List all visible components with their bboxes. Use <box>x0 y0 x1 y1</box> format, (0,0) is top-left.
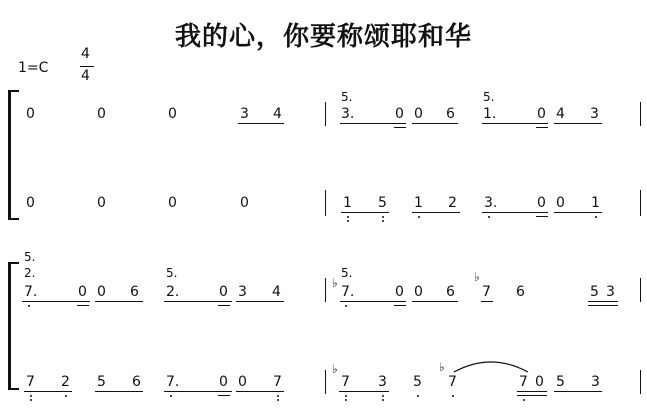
low-octave-dot <box>382 395 384 397</box>
low-octave-dot <box>488 216 490 218</box>
beam <box>412 301 458 302</box>
low-octave-dot <box>417 395 419 397</box>
beam <box>236 301 284 302</box>
note: 0 <box>219 374 228 390</box>
barline <box>325 370 326 394</box>
note: 3 <box>238 284 247 300</box>
bracket-top <box>11 90 19 92</box>
note: 0 <box>97 284 106 300</box>
beam <box>339 391 389 392</box>
beam <box>77 305 89 306</box>
low-octave-dot <box>65 395 67 397</box>
note: 0 <box>537 106 546 122</box>
beam <box>341 212 389 213</box>
beam <box>164 391 232 392</box>
note: 3 <box>240 106 249 122</box>
note: 4 <box>556 106 565 122</box>
barline <box>325 278 326 302</box>
beam <box>554 123 602 124</box>
low-octave-dot <box>28 305 30 307</box>
beam <box>394 127 406 128</box>
note: 1 <box>414 195 423 211</box>
note: 0 <box>26 195 35 211</box>
beam <box>517 395 547 396</box>
note: 3 <box>590 106 599 122</box>
note: 0 <box>395 106 404 122</box>
flat-sign: ♭ <box>332 276 338 290</box>
beam <box>481 301 493 302</box>
beam <box>95 391 143 392</box>
note: 3. <box>484 195 498 211</box>
note: 5 <box>556 374 565 390</box>
bracket-bottom <box>11 218 19 220</box>
note: 5 <box>590 284 599 300</box>
beam <box>24 391 72 392</box>
note: 6 <box>446 284 455 300</box>
chord-tone: 5. <box>483 90 495 104</box>
barline <box>640 278 641 302</box>
note: 5 <box>378 195 387 211</box>
note: 3 <box>378 374 387 390</box>
low-octave-dot <box>30 395 32 397</box>
note: 1 <box>343 195 352 211</box>
note: 3. <box>341 106 355 122</box>
note: 3 <box>591 374 600 390</box>
barline <box>640 370 641 394</box>
note: 0 <box>97 195 106 211</box>
note: 7 <box>448 374 457 390</box>
note: 5 <box>97 374 106 390</box>
beam <box>412 123 458 124</box>
beam <box>536 127 548 128</box>
low-octave-dot <box>347 220 349 222</box>
beam <box>95 301 143 302</box>
low-octave-dot <box>277 395 279 397</box>
note: 0 <box>219 284 228 300</box>
note: 7. <box>24 284 38 300</box>
low-octave-dot <box>418 216 420 218</box>
time-signature-bottom: 4 <box>81 68 90 84</box>
beam <box>554 391 602 392</box>
note: 6 <box>130 284 139 300</box>
beam <box>482 212 548 213</box>
note: 6 <box>132 374 141 390</box>
beam <box>218 395 230 396</box>
bracket-bottom <box>11 388 19 390</box>
note: 0 <box>26 106 35 122</box>
note: 7. <box>341 284 355 300</box>
note: 7 <box>341 374 350 390</box>
low-octave-dot <box>345 395 347 397</box>
chord-tone: 2. <box>24 266 36 280</box>
low-octave-dot <box>170 395 172 397</box>
beam <box>164 301 232 302</box>
note: 5 <box>413 374 422 390</box>
system-bracket <box>8 262 11 390</box>
chord-tone: 5. <box>24 250 36 264</box>
low-octave-dot <box>595 216 597 218</box>
note: 0 <box>537 195 546 211</box>
note: 7 <box>482 284 491 300</box>
low-octave-dot <box>345 399 347 401</box>
beam <box>236 391 284 392</box>
note: 0 <box>414 284 423 300</box>
chord-tone: 5. <box>341 266 353 280</box>
beam <box>238 123 284 124</box>
note: 0 <box>168 106 177 122</box>
chord-tone: 5. <box>341 90 353 104</box>
beam <box>340 123 406 124</box>
beam <box>394 305 406 306</box>
low-octave-dot <box>30 399 32 401</box>
note: 0 <box>556 195 565 211</box>
chord-tone: 5. <box>166 266 178 280</box>
low-octave-dot <box>382 399 384 401</box>
note: 4 <box>273 106 282 122</box>
flat-sign: ♭ <box>474 270 480 284</box>
note: 0 <box>78 284 87 300</box>
barline <box>640 102 641 126</box>
note: 2 <box>448 195 457 211</box>
note: 4 <box>272 284 281 300</box>
note: 6 <box>446 106 455 122</box>
note: 0 <box>168 195 177 211</box>
low-octave-dot <box>345 305 347 307</box>
note: 0 <box>97 106 106 122</box>
beam <box>340 301 406 302</box>
low-octave-dot <box>382 220 384 222</box>
flat-sign: ♭ <box>332 362 338 376</box>
note: 0 <box>240 195 249 211</box>
beam <box>517 391 547 392</box>
note: 0 <box>238 374 247 390</box>
time-signature-line <box>80 66 94 67</box>
beam <box>554 212 602 213</box>
low-octave-dot <box>382 216 384 218</box>
note: 7. <box>166 374 180 390</box>
note: 6 <box>516 284 525 300</box>
note: 0 <box>535 374 544 390</box>
bracket-top <box>11 262 19 264</box>
tie-arc <box>452 358 530 374</box>
song-title: 我的心，你要称颂耶和华 <box>174 22 472 52</box>
note: 1. <box>483 106 497 122</box>
flat-sign: ♭ <box>439 360 445 374</box>
system-bracket <box>8 90 11 220</box>
beam <box>412 212 460 213</box>
beam <box>22 301 90 302</box>
barline <box>640 190 641 216</box>
beam <box>588 305 618 306</box>
key-signature: 1=C <box>18 60 49 76</box>
note: 2 <box>61 374 70 390</box>
time-signature-top: 4 <box>81 46 90 62</box>
barline <box>325 102 326 126</box>
note: 0 <box>414 106 423 122</box>
barline <box>325 190 326 216</box>
note: 2. <box>166 284 180 300</box>
note: 0 <box>395 284 404 300</box>
beam <box>482 123 548 124</box>
low-octave-dot <box>523 399 525 401</box>
beam <box>218 305 230 306</box>
low-octave-dot <box>452 395 454 397</box>
low-octave-dot <box>277 399 279 401</box>
note: 7 <box>519 374 528 390</box>
beam <box>588 301 618 302</box>
note: 1 <box>591 195 600 211</box>
note: 7 <box>273 374 282 390</box>
note: 7 <box>26 374 35 390</box>
note: 3 <box>606 284 615 300</box>
beam <box>536 216 548 217</box>
low-octave-dot <box>347 216 349 218</box>
